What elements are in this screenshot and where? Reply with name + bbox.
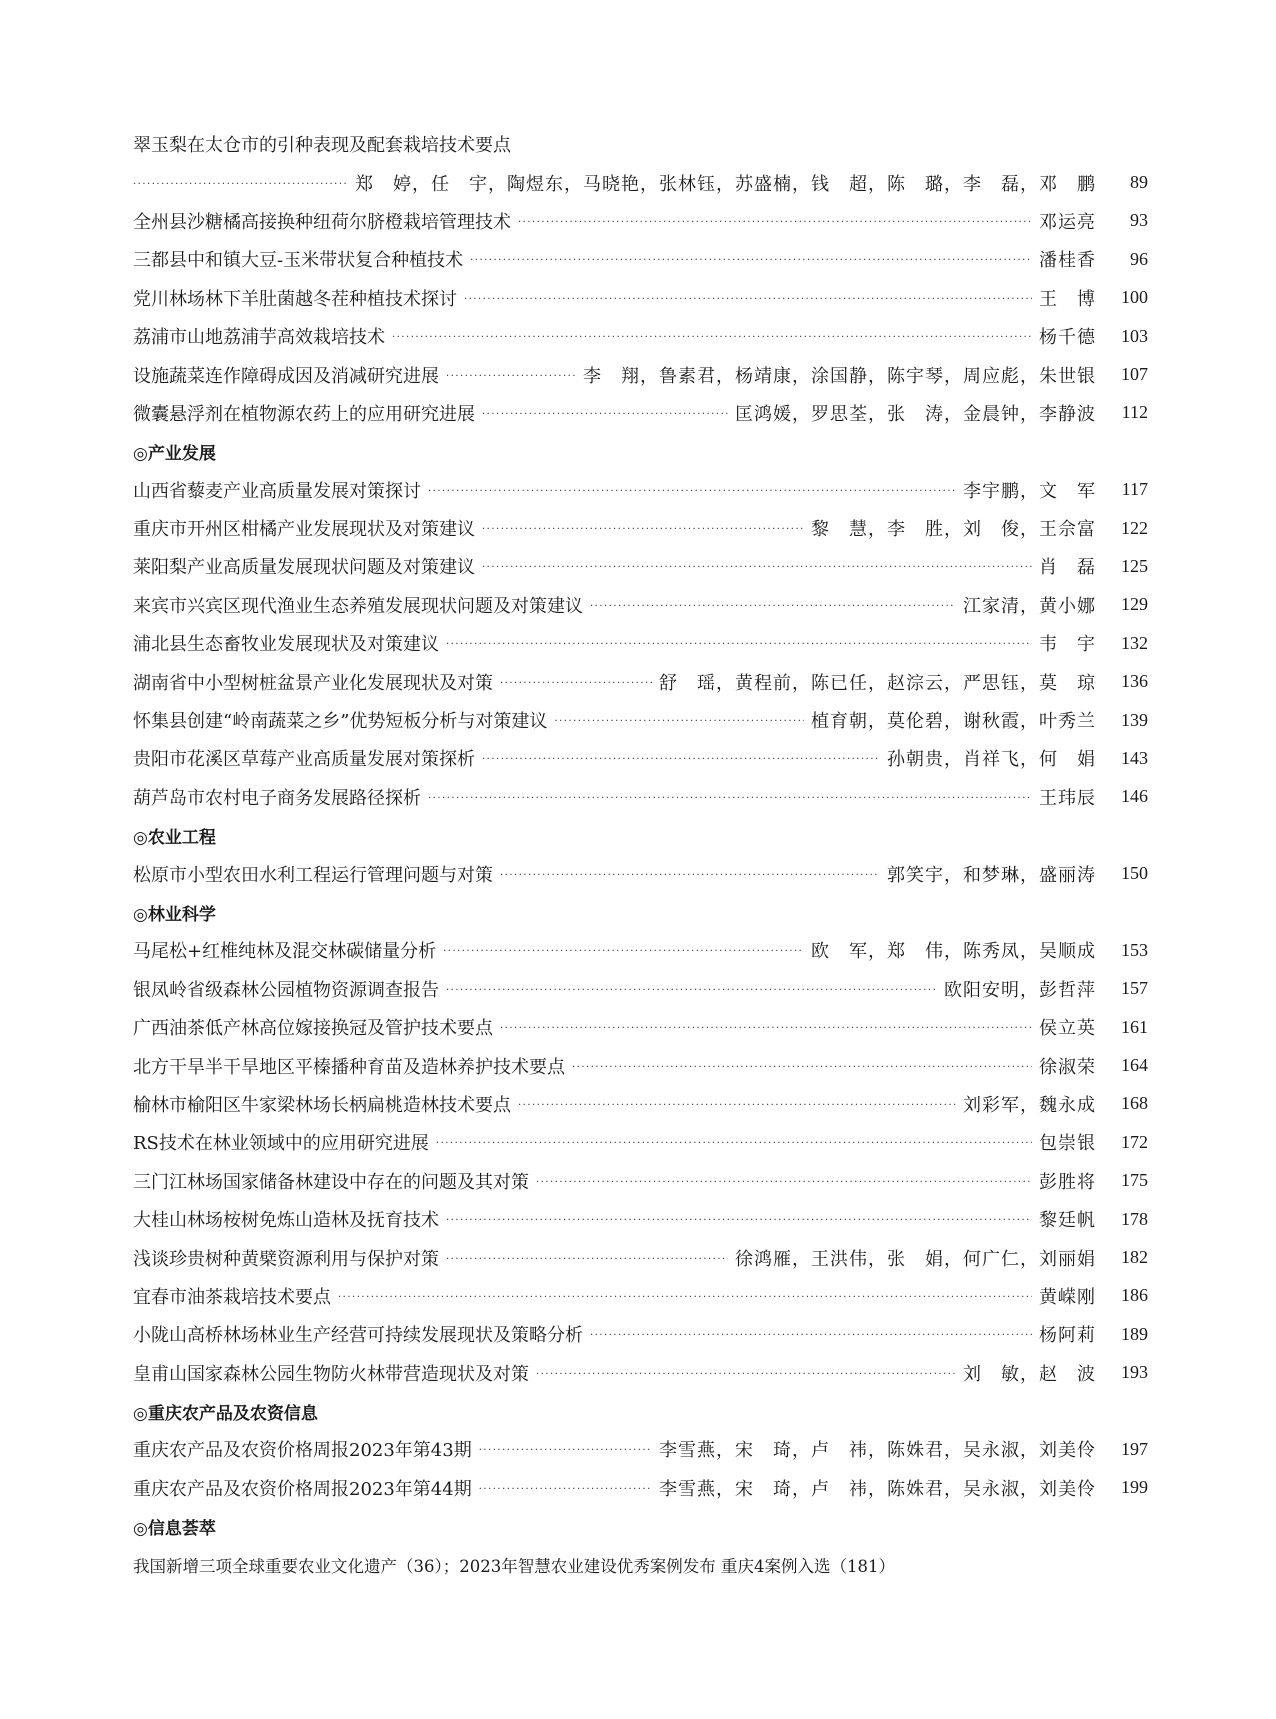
section-title: ◎信息荟萃 [133, 1518, 216, 1539]
entry-authors: 侯立英 [1039, 1018, 1096, 1040]
entry-authors: 匡鸿媛，罗思荃，张 涛，金晨钟，李静波 [735, 403, 1096, 425]
dot-leader [428, 790, 1032, 804]
entry-title: 广西油茶低产林高位嫁接换冠及管护技术要点 [133, 1018, 493, 1040]
dot-leader [436, 1135, 1032, 1149]
entry-page-number: 178 [1121, 1208, 1148, 1229]
dot-leader [446, 368, 576, 382]
entry-page-number: 136 [1121, 671, 1148, 692]
dot-leader [443, 943, 804, 957]
entry-authors: 徐鸿雁，王洪伟，张 娟，何广仁，刘丽娟 [735, 1248, 1096, 1270]
entry-page-number: 122 [1121, 517, 1148, 538]
entry-title: 来宾市兴宾区现代渔业生态养殖发展现状问题及对策建议 [133, 595, 583, 617]
entry-authors: 肖 磊 [1039, 557, 1096, 579]
table-of-contents [133, 125, 1148, 1584]
entry-authors: 韦 宇 [1039, 634, 1096, 656]
entry-page-number: 168 [1121, 1093, 1148, 1114]
toc-entry [133, 547, 1148, 585]
entry-title: 贵阳市花溪区草莓产业高质量发展对策探析 [133, 749, 475, 771]
entry-title: 全州县沙糖橘高接换种纽荷尔脐橙栽培管理技术 [133, 211, 511, 233]
entry-title: 银凤岭省级森林公园植物资源调查报告 [133, 979, 439, 1001]
entry-authors: 郭笑宇，和梦琳，盛丽涛 [887, 864, 1096, 886]
toc-entry [133, 355, 1148, 393]
dot-leader [479, 1481, 652, 1495]
entry-authors: 郑 婷，任 宇，陶煜东，马晓艳，张林钰，苏盛楠，钱 超，陈 璐，李 磊，邓 鹏 [355, 173, 1096, 195]
entry-title: 浅谈珍贵树种黄檗资源利用与保护对策 [133, 1248, 439, 1270]
dot-leader [482, 559, 1032, 573]
toc-entry [133, 1315, 1148, 1353]
toc-entry [133, 240, 1148, 278]
entry-authors: 孙朝贵，肖祥飞，何 娟 [887, 749, 1096, 771]
entry-page-number: 112 [1121, 402, 1148, 423]
entry-title: 重庆农产品及农资价格周报2023年第44期 [133, 1478, 472, 1500]
dot-leader [446, 636, 1032, 650]
section-title: ◎林业科学 [133, 904, 216, 925]
entry-page-number: 89 [1130, 172, 1148, 193]
entry-page-number: 143 [1121, 747, 1148, 768]
entry-title: 三都县中和镇大豆-玉米带状复合种植技术 [133, 250, 464, 272]
toc-entry-continuation [133, 163, 1148, 201]
toc-entry [133, 778, 1148, 816]
info-text: 我国新增三项全球重要农业文化遗产（36）；2023年智慧农业建设优秀案例发布 重庆4案例入选（181） [133, 1556, 895, 1576]
entry-page-number: 186 [1121, 1285, 1148, 1306]
entry-authors: 江家清，黄小娜 [963, 595, 1096, 617]
toc-entry [133, 1430, 1148, 1468]
entry-page-number: 199 [1121, 1477, 1148, 1498]
toc-entry [133, 739, 1148, 777]
entry-page-number: 172 [1121, 1131, 1148, 1152]
entry-title: 山西省藜麦产业高质量发展对策探讨 [133, 480, 421, 502]
entry-page-number: 117 [1121, 479, 1148, 500]
entry-page-number: 189 [1121, 1323, 1148, 1344]
dot-leader [590, 1327, 1032, 1341]
entry-title: 皇甫山国家森林公园生物防火林带营造现状及对策 [133, 1363, 529, 1385]
entry-title: 葫芦岛市农村电子商务发展路径探析 [133, 787, 421, 809]
toc-entry [133, 662, 1148, 700]
entry-page-number: 193 [1121, 1362, 1148, 1383]
section-title: ◎产业发展 [133, 443, 216, 464]
toc-entry [133, 1123, 1148, 1161]
entry-authors: 刘彩军，魏永成 [963, 1094, 1096, 1116]
entry-authors: 彭胜将 [1039, 1171, 1096, 1193]
entry-title: 怀集县创建“岭南蔬菜之乡”优势短板分析与对策建议 [133, 711, 548, 733]
dot-leader [500, 675, 652, 689]
toc-entry [133, 1046, 1148, 1084]
entry-page-number: 153 [1121, 939, 1148, 960]
section-heading [133, 1392, 1148, 1430]
dot-leader [590, 598, 956, 612]
entry-page-number: 132 [1121, 632, 1148, 653]
entry-title: 微囊悬浮剂在植物源农药上的应用研究进展 [133, 403, 475, 425]
toc-entry [133, 1238, 1148, 1276]
dot-leader [572, 1059, 1032, 1073]
entry-title: RS技术在林业领域中的应用研究进展 [133, 1133, 429, 1155]
entry-title: 三门江林场国家储备林建设中存在的问题及其对策 [133, 1171, 529, 1193]
entry-title: 设施蔬菜连作障碍成因及消减研究进展 [133, 365, 439, 387]
dot-leader [500, 1020, 1032, 1034]
toc-entry [133, 202, 1148, 240]
section-title: ◎重庆农产品及农资信息 [133, 1403, 318, 1424]
toc-entry [133, 1008, 1148, 1046]
entry-title: 翠玉梨在太仓市的引种表现及配套栽培技术要点 [133, 135, 511, 157]
entry-page-number: 175 [1121, 1170, 1148, 1191]
entry-authors: 邓运亮 [1039, 211, 1096, 233]
toc-entry [133, 125, 1148, 163]
dot-leader [446, 1212, 1032, 1226]
dot-leader [338, 1289, 1032, 1303]
dot-leader [479, 1442, 652, 1456]
toc-entry [133, 1277, 1148, 1315]
entry-page-number: 146 [1121, 786, 1148, 807]
toc-entry [133, 317, 1148, 355]
toc-entry [133, 970, 1148, 1008]
entry-title: 小陇山高桥林场林业生产经营可持续发展现状及策略分析 [133, 1325, 583, 1347]
entry-authors: 徐淑荣 [1039, 1056, 1096, 1078]
entry-page-number: 164 [1121, 1055, 1148, 1076]
entry-authors: 黎 慧，李 胜，刘 俊，王佘富 [811, 519, 1096, 541]
entry-authors: 李 翔，鲁素君，杨靖康，涂国静，陈宇琴，周应彪，朱世银 [583, 365, 1096, 387]
entry-authors: 李宇鹏，文 军 [963, 480, 1096, 502]
dot-leader [464, 291, 1032, 305]
entry-page-number: 197 [1121, 1438, 1148, 1459]
entry-page-number: 161 [1121, 1016, 1148, 1037]
entry-page-number: 182 [1121, 1247, 1148, 1268]
toc-entry [133, 1200, 1148, 1238]
toc-entry [133, 1354, 1148, 1392]
dot-leader [392, 329, 1032, 343]
toc-entry [133, 1085, 1148, 1123]
entry-title: 重庆农产品及农资价格周报2023年第43期 [133, 1440, 472, 1462]
dot-leader [536, 1174, 1032, 1188]
dot-leader [482, 406, 728, 420]
entry-page-number: 103 [1121, 325, 1148, 346]
info-line [133, 1545, 1148, 1583]
toc-entry [133, 1469, 1148, 1507]
entry-authors: 包崇银 [1039, 1133, 1096, 1155]
entry-page-number: 96 [1130, 248, 1148, 269]
entry-title: 榆林市榆阳区牛家梁林场长柄扁桃造林技术要点 [133, 1094, 511, 1116]
entry-page-number: 100 [1121, 287, 1148, 308]
entry-authors: 王玮辰 [1039, 787, 1096, 809]
section-heading [133, 816, 1148, 854]
dot-leader [536, 1366, 956, 1380]
entry-title: 浦北县生态畜牧业发展现状及对策建议 [133, 634, 439, 656]
dot-leader [133, 176, 348, 190]
entry-title: 松原市小型农田水利工程运行管理问题与对策 [133, 864, 493, 886]
dot-leader [446, 982, 937, 996]
entry-page-number: 107 [1121, 364, 1148, 385]
section-heading [133, 432, 1148, 470]
dot-leader [518, 214, 1032, 228]
entry-authors: 舒 瑶，黄程前，陈已任，赵淙云，严思钰，莫 琼 [659, 672, 1096, 694]
toc-entry [133, 701, 1148, 739]
toc-entry [133, 279, 1148, 317]
entry-authors: 刘 敏，赵 波 [963, 1363, 1096, 1385]
toc-entry [133, 509, 1148, 547]
entry-authors: 李雪燕，宋 琦，卢 祎，陈姝君，吴永淑，刘美伶 [659, 1440, 1096, 1462]
dot-leader [482, 751, 880, 765]
entry-title: 荔浦市山地荔浦芋高效栽培技术 [133, 327, 385, 349]
dot-leader [518, 1097, 956, 1111]
entry-page-number: 157 [1121, 978, 1148, 999]
toc-entry [133, 394, 1148, 432]
entry-authors: 杨阿莉 [1039, 1325, 1096, 1347]
entry-authors: 杨千德 [1039, 327, 1096, 349]
entry-page-number: 150 [1121, 863, 1148, 884]
entry-title: 湖南省中小型树桩盆景产业化发展现状及对策 [133, 672, 493, 694]
toc-entry [133, 854, 1148, 892]
entry-title: 重庆市开州区柑橘产业发展现状及对策建议 [133, 519, 475, 541]
dot-leader [500, 867, 880, 881]
entry-title: 马尾松+红椎纯林及混交林碳储量分析 [133, 941, 437, 963]
toc-entry [133, 471, 1148, 509]
dot-leader [446, 1251, 728, 1265]
entry-authors: 王 博 [1039, 288, 1096, 310]
entry-authors: 李雪燕，宋 琦，卢 祎，陈姝君，吴永淑，刘美伶 [659, 1478, 1096, 1500]
entry-authors: 植育朝，莫伦碧，谢秋霞，叶秀兰 [811, 711, 1096, 733]
toc-entry [133, 1162, 1148, 1200]
section-heading [133, 893, 1148, 931]
entry-authors: 黄嵘刚 [1039, 1286, 1096, 1308]
entry-page-number: 93 [1130, 210, 1148, 231]
toc-entry [133, 931, 1148, 969]
entry-title: 宜春市油茶栽培技术要点 [133, 1286, 331, 1308]
entry-page-number: 125 [1121, 555, 1148, 576]
dot-leader [554, 713, 804, 727]
entry-page-number: 139 [1121, 709, 1148, 730]
entry-title: 党川林场林下羊肚菌越冬茬种植技术探讨 [133, 288, 457, 310]
entry-title: 北方干旱半干旱地区平榛播种育苗及造林养护技术要点 [133, 1056, 565, 1078]
entry-authors: 欧 军，郑 伟，陈秀凤，吴顺成 [811, 941, 1096, 963]
toc-entry [133, 586, 1148, 624]
entry-page-number: 129 [1121, 594, 1148, 615]
entry-authors: 黎廷帆 [1039, 1210, 1096, 1232]
entry-authors: 欧阳安明，彭哲萍 [944, 979, 1096, 1001]
section-title: ◎农业工程 [133, 827, 216, 848]
toc-entry [133, 624, 1148, 662]
dot-leader [470, 252, 1032, 266]
entry-authors: 潘桂香 [1039, 250, 1096, 272]
section-heading [133, 1507, 1148, 1545]
entry-title: 莱阳梨产业高质量发展现状问题及对策建议 [133, 557, 475, 579]
dot-leader [428, 483, 956, 497]
dot-leader [482, 521, 804, 535]
entry-title: 大桂山林场桉树免炼山造林及抚育技术 [133, 1210, 439, 1232]
